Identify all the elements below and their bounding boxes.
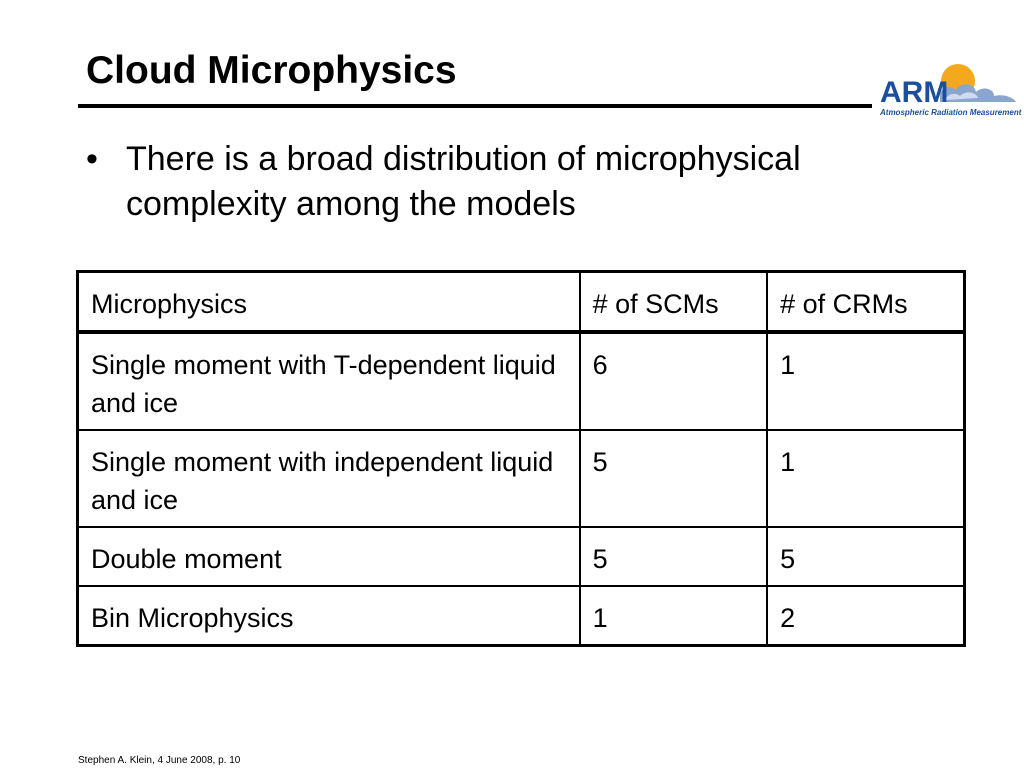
cell-crm-count: 1 xyxy=(767,430,964,527)
cell-crm-count: 1 xyxy=(767,332,964,430)
bullet-symbol: • xyxy=(86,140,98,178)
cell-scheme: Single moment with T-dependent liquid and ice xyxy=(78,332,580,430)
arm-logo xyxy=(876,62,1024,120)
header-crms: # of CRMs xyxy=(767,272,964,333)
cell-crm-count: 2 xyxy=(767,586,964,646)
slide-footer: Stephen A. Klein, 4 June 2008, p. 10 xyxy=(78,755,241,766)
bullet-item xyxy=(86,137,986,227)
slide-title: Cloud Microphysics xyxy=(86,49,457,92)
cell-scm-count: 6 xyxy=(580,332,767,430)
cell-scm-count: 5 xyxy=(580,527,767,586)
header-microphysics: Microphysics xyxy=(78,272,580,333)
microphysics-table xyxy=(76,270,966,647)
header-scms: # of SCMs xyxy=(580,272,767,333)
table-row xyxy=(78,586,965,646)
cell-crm-count: 5 xyxy=(767,527,964,586)
table-row xyxy=(78,527,965,586)
logo-wordmark: ARM xyxy=(880,76,949,109)
title-underline xyxy=(78,104,872,108)
logo-tagline: Atmospheric Radiation Measurement xyxy=(880,108,1022,117)
cell-scheme: Single moment with independent liquid and ice xyxy=(78,430,580,527)
sun-cloud-icon xyxy=(876,62,1024,120)
table-header-row xyxy=(78,272,965,333)
cell-scheme: Bin Microphysics xyxy=(78,586,580,646)
bullet-text: There is a broad distribution of microphysical complexity among the models xyxy=(126,140,801,223)
cell-scm-count: 5 xyxy=(580,430,767,527)
bullet-list xyxy=(86,137,986,227)
cell-scm-count: 1 xyxy=(580,586,767,646)
table-row xyxy=(78,332,965,430)
cell-scheme: Double moment xyxy=(78,527,580,586)
table-row xyxy=(78,430,965,527)
